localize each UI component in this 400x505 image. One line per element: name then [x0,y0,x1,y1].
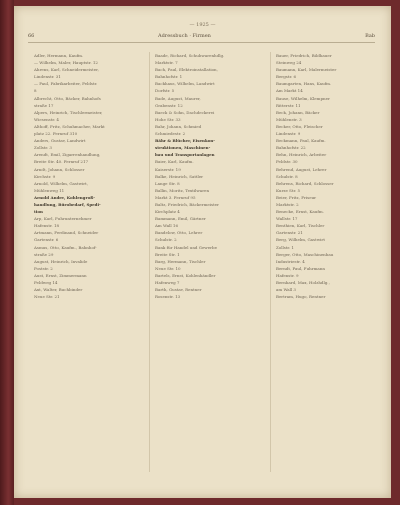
directory-entry: Bartels, Ernst, Kohlenhändler [155,272,216,278]
directory-entry: Lindenstr. 31 [34,74,61,80]
directory-entry: Bank für Handel und Gewerbe [155,244,217,250]
directory-entry: — Wilhelm, Maler, Hauptstr. 12 [34,60,98,66]
directory-entry: — Paul, Fabrikarbeiter, Feldstr. [34,81,98,87]
column-divider [270,52,271,472]
directory-entry: Bandelow, Otto, Lehrer [155,230,203,236]
directory-entry: Albrecht, Otto, Bäcker, Bahnhofs [34,95,101,101]
directory-entry: Hafenstr. 9 [276,272,299,278]
directory-entry: Gartenstr. 21 [276,230,303,236]
directory-entry: Beier, Fritz, Friseur [276,194,317,200]
directory-entry: handlung, Bürobedarf, Spedi- [34,201,101,207]
directory-column-3 [276,52,381,300]
directory-entry: Beck, Johann, Bäcker [276,109,320,115]
directory-entry: Wallstr. 17 [276,216,298,222]
directory-entry: Beckmann, Paul, Kaufm. [276,138,326,144]
directory-entry: Baumann, Karl, Malermeister [276,67,337,73]
directory-entry: Ballin, Moritz, Textilwaren [155,187,210,193]
book-binding [0,0,14,505]
directory-entry: Kirchstr. 9 [34,173,56,179]
directory-entry: Behn, Heinrich, Arbeiter [276,152,327,158]
directory-entry: Mühlenweg 11 [34,187,65,193]
directory-entry: Ritterstr. 11 [276,102,301,108]
directory-entry: Bertram, Hugo, Rentner [276,294,326,300]
directory-entry: Lindenstr. 9 [276,131,301,137]
directory-entry: Althoff, Fritz, Schuhmacher, Markt [34,123,105,129]
directory-entry: Baeck & Sohn, Dachdeckerei [155,109,215,115]
directory-entry: Bähr & Blücher, Eisenkon- [155,138,215,144]
directory-entry: Behrens, Richard, Schlosser [276,180,334,186]
directory-entry: Kirchplatz 4 [155,209,180,215]
directory-entry: Aust, Ernst, Zimmermann [34,272,87,278]
directory-entry: Am Markt 14 [276,88,303,94]
directory-entry: Hafenweg 7 [155,280,180,285]
column-divider [149,52,150,472]
directory-entry: Kurze Str. 5 [276,187,301,193]
directory-entry: Breite Str. 1 [155,251,180,257]
page-folio: — 1925 — [189,22,216,28]
directory-entry: Ahrens, Karl, Schneidermeister, [34,67,99,73]
directory-entry: Marktstr. 2 [276,201,299,207]
directory-entry: Poststr. 2 [34,265,53,271]
directory-entry: Schulstr. 8 [276,173,298,179]
directory-entry: Arp, Karl, Fuhrunternehmer [34,216,92,222]
directory-entry: straße 17 [34,102,54,108]
directory-entry: Industriestr. 4 [276,258,305,264]
directory-entry: Feldweg 14 [34,280,58,285]
directory-entry: Bahnhofstr. 1 [155,74,183,80]
directory-entry: Steinweg 24 [276,60,302,66]
directory-entry: Baumgarten, Hans, Kaufm. [276,81,332,87]
directory-entry: Mühlenstr. 3 [276,116,302,122]
directory-entry: Am Wall 16 [155,223,179,229]
directory-entry: Bade, August, Maurer, [155,95,201,101]
directory-entry: Adler, Hermann, Kaufm. [34,53,84,58]
header-right-label: Bab [365,33,375,39]
directory-entry: Benecke, Ernst, Kaufm. [276,209,324,215]
directory-entry: struktionen, Maschinen- [155,145,211,151]
directory-entry: Wiesenstr. 4 [34,116,59,122]
directory-entry: Bach, Paul, Elektroinstallation, [155,67,218,73]
directory-entry: Benthien, Karl, Tischler [276,223,325,229]
directory-entry: Marktstr. 7 [155,60,178,66]
directory-entry: Axt, Walter, Buchbinder [34,287,83,293]
directory-entry: bau und Transportanlagen [155,152,215,158]
directory-entry: Arndt, Johann, Schlosser [34,166,85,172]
directory-entry: Hohe Str. 33 [155,116,181,122]
directory-entry: Lange Str. 8 [155,180,180,186]
directory-entry: tion [34,209,43,215]
directory-entry: Gartenstr. 6 [34,237,59,243]
directory-page [14,6,391,498]
directory-entry: Kaiserstr. 19 [155,166,181,172]
directory-entry: Balke, Heinrich, Sattler [155,173,204,179]
directory-entry: August, Heinrich, Invalide [34,258,88,264]
directory-entry: Bauer, Friedrich, Bildhauer [276,53,332,58]
directory-entry: Barth, Gustav, Rentner [155,287,202,293]
directory-entry: Bergstr. 6 [276,74,296,80]
directory-entry: Bause, Wilhelm, Klempner [276,95,330,101]
directory-entry: Baade, Richard, Schuhwarenhdlg. [155,53,225,58]
directory-entry: Artmann, Ferdinand, Schneider [34,230,99,236]
directory-entry: platz 22. Fernruf 310 [34,131,78,137]
directory-column-1 [34,52,139,300]
directory-entry: Schulstr. 2 [155,237,177,243]
directory-entry: Markt 3. Fernruf 95 [155,194,196,200]
directory-entry: Anders, Gustav, Landwirt [34,138,86,144]
directory-entry: Berger, Otto, Maschinenbau [276,251,334,257]
directory-entry: Neue Str. 10 [155,265,181,271]
directory-entry: Berg, Wilhelm, Gastwirt [276,237,325,243]
directory-entry: Berndt, Paul, Fuhrmann [276,265,325,271]
directory-entry: Breite Str. 40. Fernruf 217 [34,159,89,165]
directory-entry: Hafenstr. 18 [34,223,60,229]
header-title: Adressbuch · Firmen [158,33,211,39]
directory-entry: Arendt, Emil, Zigarrenhandlung, [34,152,101,158]
directory-entry: Arnold, Wilhelm, Gastwirt, [34,180,89,186]
directory-entry: Rosenstr. 13 [155,294,181,300]
directory-entry: Schmiedestr. 2 [155,131,186,137]
directory-entry: Zollstr. 1 [276,244,294,250]
directory-entry: 8 [34,88,37,94]
directory-entry: Arnold Andre, Kohlengroß- [34,194,95,200]
directory-entry: Grabenstr. 12 [155,102,183,108]
directory-entry: am Wall 3 [276,287,296,293]
directory-entry: Baier, Karl, Kaufm. [155,159,194,165]
directory-entry: Becker, Otto, Fleischer [276,123,323,129]
page-header [28,32,375,43]
directory-entry: Neue Str. 21 [34,294,60,300]
directory-entry: Bammann, Emil, Gärtner [155,216,206,222]
directory-entry: Barg, Hermann, Tischler [155,258,206,264]
directory-entry: Asmus, Otto, Kaufm., Bahnhof- [34,244,97,250]
directory-entry: straße 29 [34,251,54,257]
directory-entry: Baltz, Friedrich, Bäckermeister [155,201,219,207]
directory-entry: Backhaus, Wilhelm, Landwirt [155,81,215,87]
directory-column-2 [155,52,260,300]
directory-entry: Bahr, Johann, Schmied [155,123,202,129]
directory-entry: Zollstr. 3 [34,145,52,151]
directory-entry: Behrend, August, Lehrer [276,166,327,172]
directory-entry: Alpers, Heinrich, Tischlermeister, [34,109,103,115]
directory-entry: Feldstr. 30 [276,159,298,165]
directory-entry: Bahnhofstr. 22 [276,145,306,151]
directory-entry: Dorfstr. 5 [155,88,175,94]
page-number: 66 [28,33,35,39]
directory-entry: Bernhard, Max, Holzhdlg., [276,280,330,285]
